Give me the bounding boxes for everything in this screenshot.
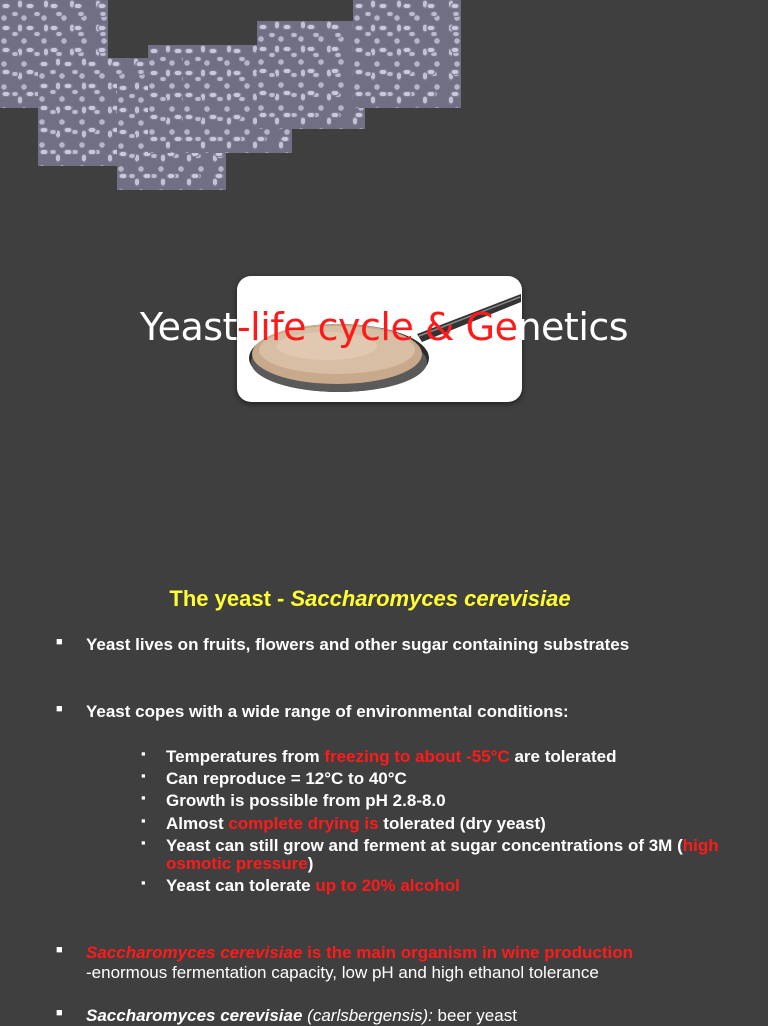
bullet-text: Saccharomyces cerevisiae is the main organism in wine production -enormous fermentation capacity, low pH and high ethanol tolerance [86, 943, 634, 982]
title-part-white: netics [517, 305, 629, 349]
bullet-text: Saccharomyces cerevisiae (carlsbergensis): beer yeast [86, 1006, 517, 1025]
sub-bullet-icon: ▪ [141, 835, 146, 850]
sub-bullet-text: Yeast can still grow and ferment at sugar concentrations of 3M (high osmotic pressure) [166, 836, 719, 873]
yeast-micrograph-tile [353, 0, 461, 108]
sub-bullet-icon: ▪ [141, 790, 146, 805]
sub-bullet-icon: ▪ [141, 875, 146, 890]
bullet-text: Yeast copes with a wide range of environmental conditions: [86, 702, 569, 721]
slide-title [0, 302, 768, 352]
sub-bullet-text: Growth is possible from pH 2.8-8.0 [166, 791, 446, 810]
slide-heading: The yeast - Saccharomyces cerevisiae [169, 586, 571, 611]
title-part-red: -life cycle & Ge [236, 305, 518, 349]
content-slide [0, 576, 768, 1024]
bullet-text: Yeast lives on fruits, flowers and other sugar containing substrates [86, 635, 630, 654]
sub-bullet-text: Can reproduce = 12°C to 40°C [166, 769, 407, 788]
sub-bullet-text: Yeast can tolerate up to 20% alcohol [166, 876, 460, 895]
title-part-white: Yeast [139, 305, 237, 349]
bullet-icon: ■ [56, 636, 63, 648]
sub-bullet-text: Almost complete drying is tolerated (dry yeast) [166, 814, 546, 833]
yeast-micrograph-tile [257, 21, 365, 129]
bullet-icon: ■ [56, 944, 63, 956]
sub-bullet-icon: ▪ [141, 813, 146, 828]
sub-bullet-icon: ▪ [141, 768, 146, 783]
bullet-icon: ■ [56, 703, 63, 715]
bullet-icon: ■ [56, 1007, 63, 1019]
sub-bullet-text: Temperatures from freezing to about -55°C are tolerated [166, 747, 617, 766]
sub-bullet-icon: ▪ [141, 746, 146, 761]
